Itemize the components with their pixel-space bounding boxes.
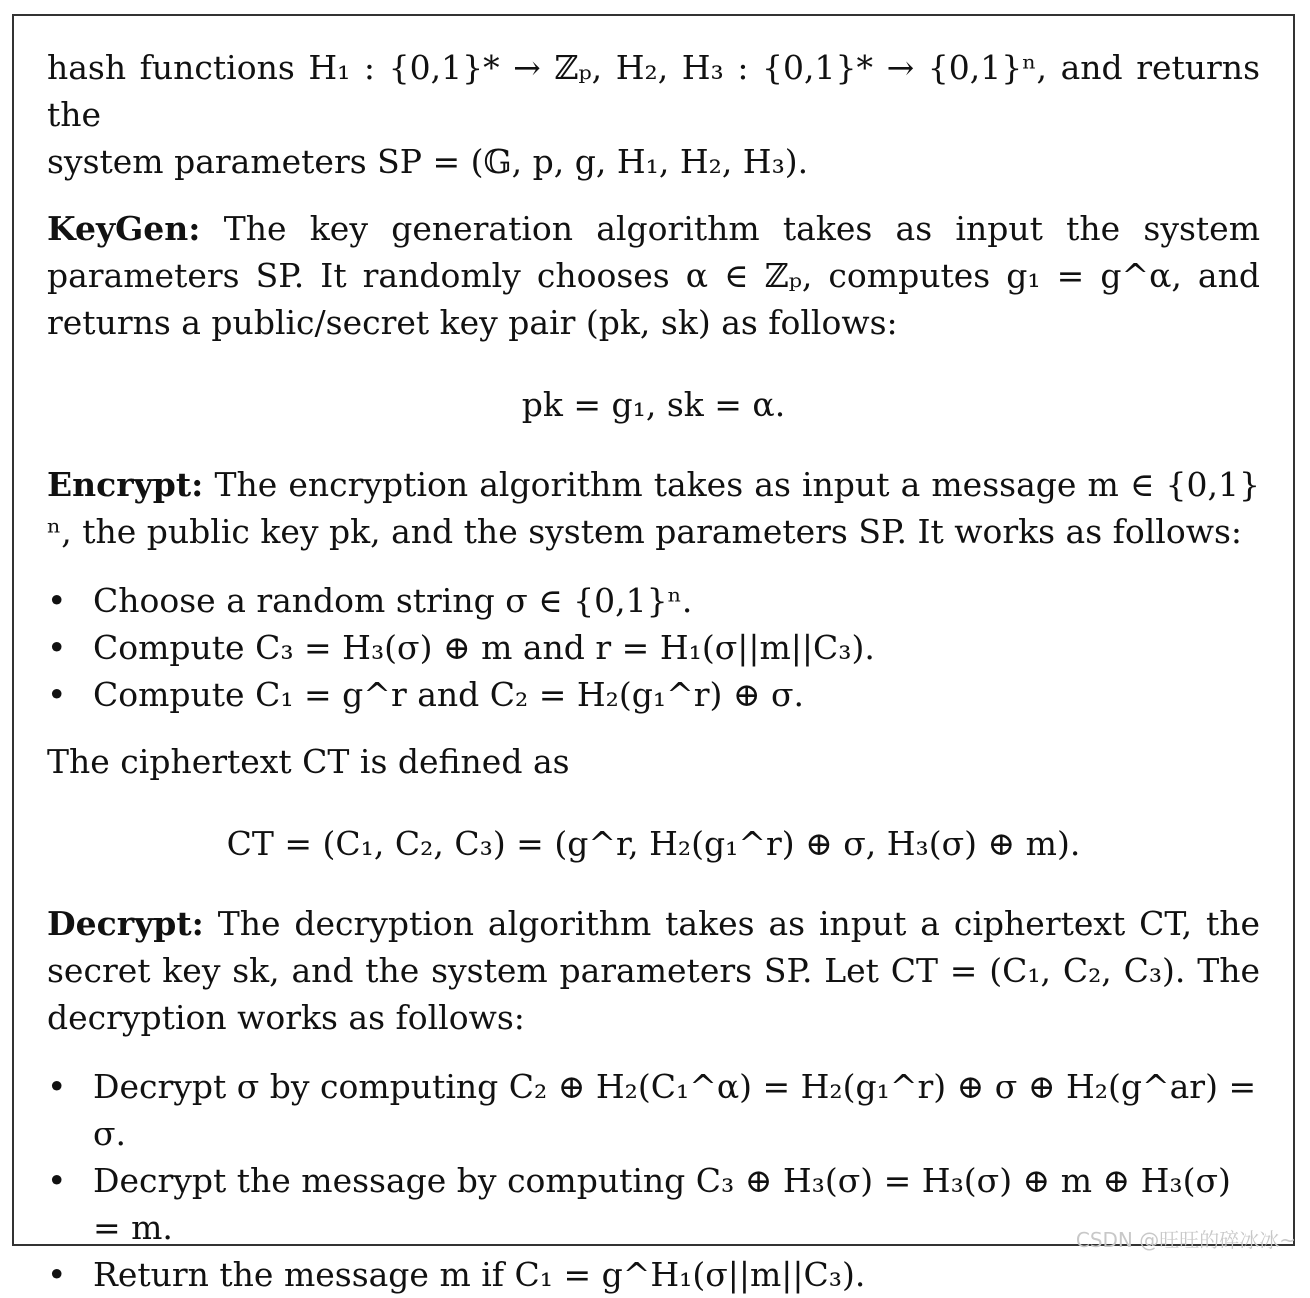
ciphertext-equation: CT = (C₁, C₂, C₃) = (g^r, H₂(g₁^r) ⊕ σ, H₃(σ) ⊕ m). — [226, 824, 1081, 863]
encrypt-heading: Encrypt: — [47, 465, 204, 504]
decrypt-steps — [47, 1063, 1260, 1298]
list-item: • Compute C₁ = g^r and C₂ = H₂(g₁^r) ⊕ σ. — [47, 671, 1260, 718]
decrypt-heading: Decrypt: — [47, 904, 204, 943]
intro-line-2: system parameters SP = (𝔾, p, g, H₁, H₂, H₃). — [47, 142, 809, 181]
ciphertext-intro: The ciphertext CT is defined as — [47, 742, 570, 781]
encrypt-steps — [47, 577, 1260, 718]
decrypt-paragraph — [47, 900, 1260, 1041]
keygen-equation: pk = g₁, sk = α. — [521, 385, 786, 424]
list-item: • Choose a random string σ ∈ {0,1}ⁿ. — [47, 577, 1260, 624]
decrypt-text: The decryption algorithm takes as input a ciphertext CT, the secret key sk, and the system parameters SP. Let CT = (C₁, C₂, C₃). The decryption works as follows: — [47, 904, 1260, 1037]
intro-line-1: hash functions H₁ : {0,1}* → ℤₚ, H₂, H₃ : {0,1}* → {0,1}ⁿ, and returns the — [47, 48, 1260, 134]
encrypt-paragraph — [47, 461, 1260, 555]
list-item: • Compute C₃ = H₃(σ) ⊕ m and r = H₁(σ||m||C₃). — [47, 624, 1260, 671]
keygen-paragraph — [47, 205, 1260, 346]
algorithm-text — [47, 44, 1260, 1298]
keygen-text: The key generation algorithm takes as input the system parameters SP. It randomly chooses α ∈ ℤₚ, computes g₁ = g^α, and returns a public/secret key pair (pk, sk) as follows: — [47, 209, 1260, 342]
keygen-heading: KeyGen: — [47, 209, 201, 248]
list-item: • Decrypt the message by computing C₃ ⊕ H₃(σ) = H₃(σ) ⊕ m ⊕ H₃(σ) = m. — [47, 1157, 1260, 1251]
list-item: • Decrypt σ by computing C₂ ⊕ H₂(C₁^α) = H₂(g₁^r) ⊕ σ ⊕ H₂(g^ar) = σ. — [47, 1063, 1260, 1157]
encrypt-text: The encryption algorithm takes as input a message m ∈ {0,1}ⁿ, the public key pk, and the system parameters SP. It works as follows: — [47, 465, 1260, 551]
list-item: • Return the message m if C₁ = g^H₁(σ||m||C₃). — [47, 1251, 1260, 1298]
watermark: CSDN @旺旺的碎冰冰~ — [1075, 1228, 1296, 1252]
